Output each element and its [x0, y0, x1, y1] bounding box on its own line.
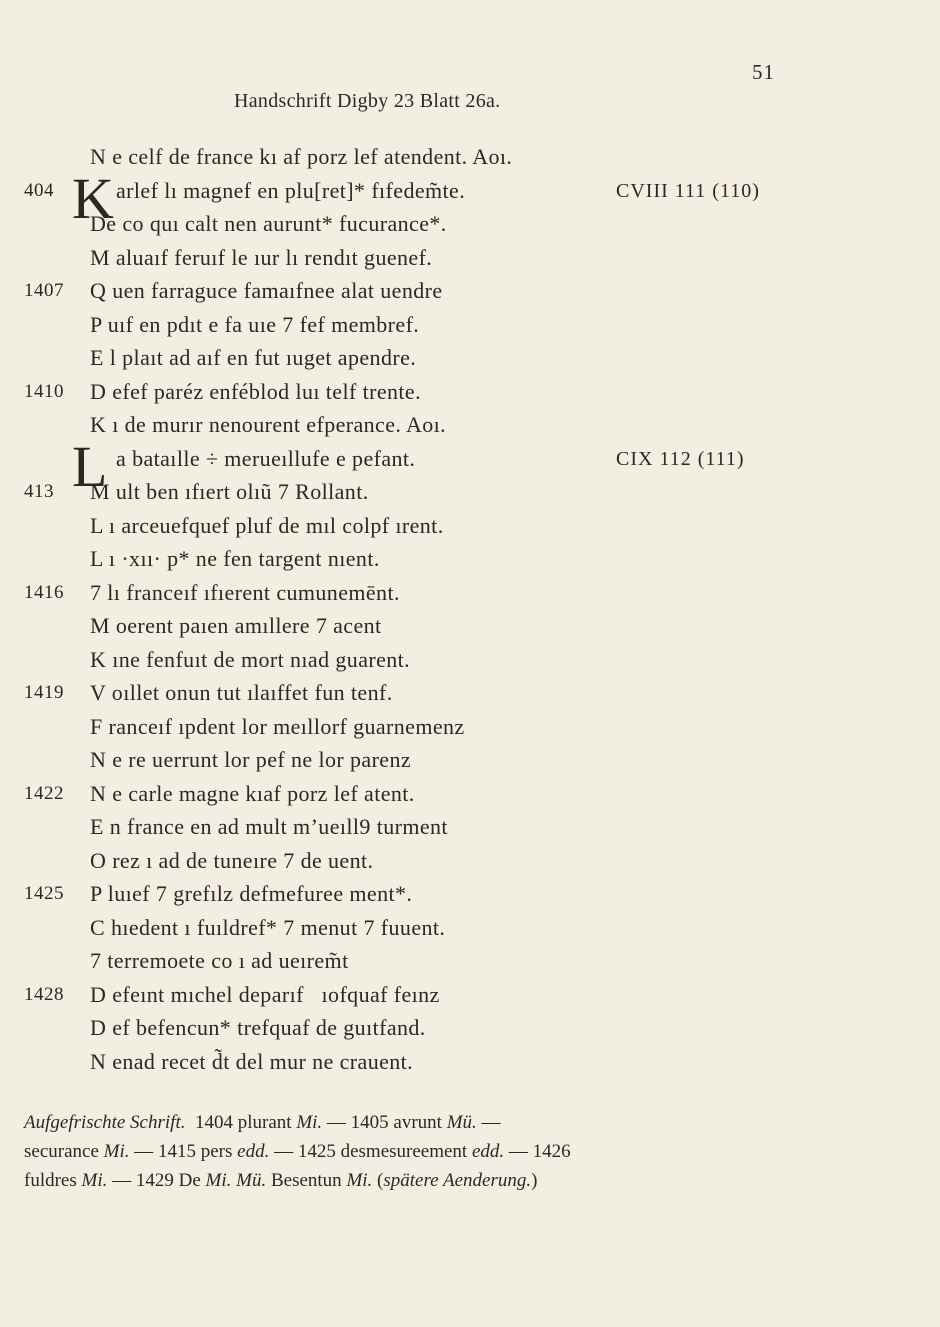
footnote-text: fuldres	[24, 1170, 82, 1191]
verse-text: M ult ben ıfıert olıũ 7 Rollant.	[90, 479, 369, 504]
footnote-heading: Aufgefrischte Schrift.	[24, 1112, 186, 1133]
verse-line	[0, 274, 940, 308]
line-number: 1428	[24, 983, 64, 1005]
footnote-siglum: Mi. Mü.	[205, 1170, 267, 1191]
verse-line	[0, 408, 940, 442]
verse-text: D ef befencun* trefquaf de guıtfand.	[90, 1015, 426, 1040]
footnote-line-3	[24, 1166, 784, 1195]
verse-line	[0, 978, 940, 1012]
verse-text: D efef paréz enféblod luı telf trente.	[90, 378, 421, 404]
footnote	[24, 1108, 784, 1195]
verse-line	[0, 944, 940, 978]
verse-text: C hıedent ı fuıldref* 7 menut 7 fuuent.	[90, 914, 446, 940]
verse-text: O rez ı ad de tuneıre 7 de uent.	[90, 847, 374, 873]
verse-line	[0, 341, 940, 375]
verse-text: K ı de murır nenourent efperance. Aoı.	[90, 412, 447, 437]
verse-line	[0, 576, 940, 610]
verse-line	[0, 710, 940, 744]
footnote-text: — 1415 pers	[129, 1141, 238, 1162]
line-number: 1407	[24, 280, 64, 301]
line-number: 1425	[24, 883, 64, 904]
footnote-text: 1404 plurant	[185, 1112, 297, 1133]
footnote-text: — 1426	[504, 1141, 571, 1162]
footnote-siglum: edd.	[471, 1141, 505, 1162]
line-number: 413	[24, 481, 54, 502]
verse-line	[0, 375, 940, 409]
verse-line	[0, 877, 940, 911]
running-head: Handschrift Digby 23 Blatt 26a.	[234, 90, 501, 112]
verse-line	[0, 643, 940, 677]
verse-line	[0, 140, 940, 174]
verse-line	[0, 810, 940, 844]
footnote-text: — 1425 desmesureement	[269, 1141, 472, 1162]
verse-text: V oıllet onun tut ılaıffet fun tenf.	[90, 680, 393, 705]
line-number: 1422	[24, 782, 64, 804]
footnote-siglum: Mi.	[296, 1112, 323, 1133]
verse-text: De co quı calt nen aurunt* fucurance*.	[90, 211, 447, 236]
verse-text: 7 lı franceıf ıfıerent cumunemēnt.	[90, 579, 400, 605]
concordance-ref: CVIII 111 (110)	[616, 179, 760, 202]
line-number: 1416	[24, 581, 64, 603]
footnote-text: )	[531, 1170, 538, 1191]
footnote-text: — 1429 De	[107, 1170, 206, 1191]
verse-text: E n france en ad mult m’ueıll9 turment	[90, 814, 448, 839]
footnote-line-1	[24, 1108, 784, 1137]
verse-text: K ıne fenfuıt de mort nıad guarent.	[90, 646, 411, 672]
footnote-siglum: Mi.	[103, 1141, 130, 1162]
verse-text: Q uen farraguce famaıfnee alat uendre	[90, 278, 443, 303]
verse-text: 7 terremoete co ı ad ueırem̃t	[90, 948, 349, 973]
verse-line	[0, 844, 940, 878]
verse-text: L ı ·xıı· p* ne fen targent nıent.	[90, 546, 380, 571]
initial-capital: K	[72, 165, 114, 231]
verse-text: P uıf en pdıt e fa uıe 7 fef membref.	[90, 311, 420, 337]
verse-line	[0, 1045, 940, 1079]
footnote-siglum: Mi.	[81, 1170, 108, 1191]
footnote-siglum: Mi.	[346, 1170, 373, 1191]
verse-text: N enad recet d̃t del mur ne crauent.	[90, 1048, 414, 1074]
verse-text: F ranceıf ıpdent lor meıllorf guarnemenz	[90, 713, 465, 739]
concordance-ref: CIX 112 (111)	[616, 447, 745, 470]
verse-line	[0, 743, 940, 777]
page-number: 51	[752, 60, 775, 84]
verse-text: P luıef 7 grefılz defmefuree ment*.	[90, 881, 413, 906]
footnote-siglum: Mü.	[446, 1112, 477, 1133]
line-number: 404	[24, 179, 54, 201]
verse-line	[0, 609, 940, 643]
footnote-text: — 1405 avrunt	[322, 1112, 447, 1133]
footnote-text: Besentun	[266, 1170, 347, 1191]
footnote-text: securance	[24, 1141, 104, 1162]
verse-line	[0, 777, 940, 811]
footnote-text: (	[372, 1170, 384, 1191]
verse-text: N e re uerrunt lor pef ne lor parenz	[90, 747, 412, 772]
footnote-remark: spätere Aenderung.	[383, 1170, 532, 1191]
verse-text: arlef lı magnef en plu[ret]* fıfedem̃te.	[116, 177, 466, 203]
verse-text: D efeınt mıchel deparıf ıofquaf feınz	[90, 981, 440, 1007]
verse-line	[0, 308, 940, 342]
line-number: 1410	[24, 380, 64, 402]
verse-line	[0, 676, 940, 710]
verse-line	[0, 207, 940, 241]
verse-line	[0, 241, 940, 275]
verse-line	[0, 1011, 940, 1045]
verse-text: E l plaıt ad aıf en fut ıuget apendre.	[90, 345, 417, 370]
verse-line	[0, 475, 940, 509]
verse-line	[0, 542, 940, 576]
footnote-line-2	[24, 1137, 784, 1166]
initial-capital: L	[72, 433, 108, 499]
verse-text: a bataılle ÷ merueıllufe e pefant.	[116, 445, 416, 471]
verse-text: L ı arceuefquef pluf de mıl colpf ırent.	[90, 512, 444, 538]
footnote-text: —	[476, 1112, 501, 1133]
verse-text: M aluaıf feruıf le ıur lı rendıt guenef.	[90, 244, 433, 270]
line-number: 1419	[24, 682, 64, 703]
verse-text: M oerent paıen amıllere 7 acent	[90, 613, 382, 638]
verse-text: N e celf de france kı af porz lef atendent. Aoı.	[90, 144, 513, 169]
verse-line	[0, 509, 940, 543]
verse-text: N e carle magne kıaf porz lef atent.	[90, 780, 415, 806]
footnote-siglum: edd.	[237, 1141, 270, 1162]
verse-line	[0, 911, 940, 945]
